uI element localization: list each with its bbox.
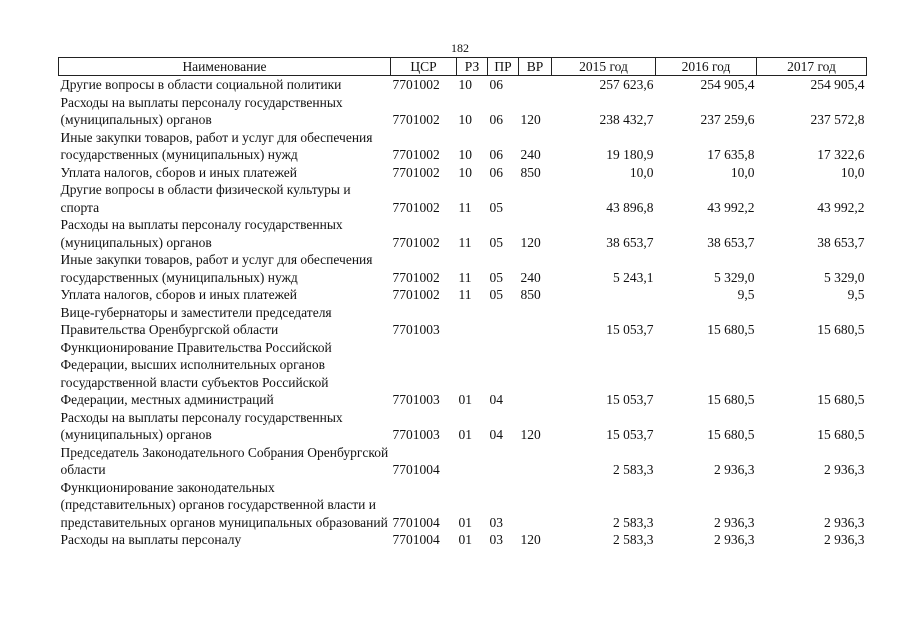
- row-vr: 850: [520, 287, 541, 302]
- row-value-2017: 10,0: [840, 164, 865, 180]
- row-csr: 7701002: [392, 164, 440, 180]
- row-csr: 7701003: [392, 392, 440, 407]
- row-value-2017: 5 329,0: [824, 269, 865, 285]
- row-value-2016: 15 680,5: [707, 322, 755, 337]
- row-value-2017: 15 680,5: [817, 427, 865, 442]
- row-rz: 01: [458, 392, 472, 407]
- row-csr: 7701002: [392, 287, 440, 302]
- row-vr: 120: [520, 532, 541, 547]
- table-row: [59, 251, 867, 286]
- row-pr: 06: [489, 147, 503, 162]
- row-value-2015: 2 583,3: [613, 514, 654, 530]
- row-name: Функционирование законодательных (представительных) органов государственной власти и представительных органов муниципальных образований: [60, 479, 388, 530]
- row-rz: 11: [458, 269, 472, 285]
- table-row: [59, 129, 867, 164]
- row-pr: 04: [489, 427, 503, 442]
- table-row: [59, 479, 867, 532]
- row-value-2015: 257 623,6: [599, 77, 654, 92]
- table-row: [59, 94, 867, 129]
- row-value-2016: 254 905,4: [700, 77, 755, 92]
- table-row: [59, 286, 867, 304]
- row-rz: 11: [458, 199, 472, 215]
- table-row: [59, 444, 867, 479]
- table-body: [59, 76, 867, 549]
- header-vr: ВР: [519, 58, 552, 76]
- row-csr: 7701002: [392, 199, 440, 215]
- row-value-2015: [552, 286, 656, 304]
- row-vr: 850: [520, 164, 541, 180]
- header-rz: РЗ: [457, 58, 488, 76]
- row-name: Уплата налогов, сборов и иных платежей: [60, 287, 297, 302]
- row-pr: 05: [489, 269, 503, 285]
- row-value-2015: 2 583,3: [613, 532, 654, 547]
- header-name: Наименование: [59, 58, 391, 76]
- row-rz: 01: [458, 514, 472, 530]
- row-pr: 05: [489, 234, 503, 250]
- row-value-2015: 15 053,7: [606, 392, 654, 407]
- row-value-2017: 43 992,2: [817, 199, 865, 215]
- row-name: Иные закупки товаров, работ и услуг для обеспечения государственных (муниципальных) нужд: [60, 129, 373, 162]
- row-value-2015: 19 180,9: [606, 147, 654, 162]
- row-value-2016: 9,5: [737, 287, 755, 302]
- row-vr: [519, 479, 552, 532]
- row-rz: 11: [458, 287, 472, 302]
- row-rz: [457, 444, 488, 479]
- row-value-2015: 2 583,3: [613, 462, 654, 477]
- row-value-2017: 2 936,3: [824, 532, 865, 547]
- row-vr: [519, 76, 552, 94]
- table-row: [59, 409, 867, 444]
- table-row: [59, 304, 867, 339]
- row-value-2015: 15 053,7: [606, 427, 654, 442]
- row-vr: [519, 444, 552, 479]
- table-row: [59, 531, 867, 549]
- row-value-2017: 38 653,7: [817, 234, 865, 250]
- row-value-2016: 38 653,7: [707, 234, 755, 250]
- row-name: Расходы на выплаты персоналу: [60, 532, 242, 547]
- row-rz: 01: [458, 532, 472, 547]
- row-csr: 7701003: [392, 322, 440, 337]
- row-pr: 03: [489, 532, 503, 547]
- row-name: Функционирование Правительства Российской Федерации, высших исполнительных органов государственной власти субъектов Российской Федерации, местных администраций: [60, 339, 332, 407]
- row-vr: 240: [520, 147, 541, 162]
- row-pr: 06: [489, 112, 503, 127]
- row-value-2016: 2 936,3: [714, 532, 755, 547]
- row-vr: 120: [520, 112, 541, 127]
- row-value-2015: 15 053,7: [606, 322, 654, 337]
- row-pr: 03: [489, 514, 503, 530]
- row-name: Расходы на выплаты персоналу государственных (муниципальных) органов: [60, 409, 343, 442]
- row-value-2015: 5 243,1: [613, 269, 654, 285]
- header-csr: ЦСР: [391, 58, 457, 76]
- row-pr: 05: [489, 199, 503, 215]
- row-value-2016: 237 259,6: [700, 112, 755, 127]
- header-2015: 2015 год: [552, 58, 656, 76]
- table-row: [59, 339, 867, 409]
- row-pr: [488, 304, 519, 339]
- table-row: [59, 216, 867, 251]
- row-csr: 7701004: [392, 532, 440, 547]
- row-value-2017: 237 572,8: [810, 112, 865, 127]
- row-name: Уплата налогов, сборов и иных платежей: [60, 164, 297, 180]
- page-number: 182: [451, 41, 469, 55]
- row-vr: 120: [520, 234, 541, 250]
- row-name: Иные закупки товаров, работ и услуг для обеспечения государственных (муниципальных) нужд: [60, 252, 373, 285]
- row-csr: 7701002: [392, 77, 440, 92]
- row-rz: 10: [458, 147, 472, 162]
- table-row: [59, 164, 867, 182]
- row-rz: 10: [458, 164, 472, 180]
- row-value-2016: 15 680,5: [707, 392, 755, 407]
- row-pr: 06: [489, 164, 503, 180]
- row-vr: 240: [520, 269, 541, 285]
- row-rz: 10: [458, 112, 472, 127]
- row-csr: 7701002: [392, 112, 440, 127]
- row-value-2015: 10,0: [629, 164, 654, 180]
- row-pr: [488, 444, 519, 479]
- row-value-2017: 17 322,6: [817, 147, 865, 162]
- row-name: Вице-губернаторы и заместители председателя Правительства Оренбургской области: [60, 304, 332, 337]
- row-csr: 7701004: [392, 514, 440, 530]
- row-value-2016: 2 936,3: [714, 462, 755, 477]
- row-value-2016: 5 329,0: [714, 269, 755, 285]
- row-value-2017: 2 936,3: [824, 462, 865, 477]
- row-name: Расходы на выплаты персоналу государственных (муниципальных) органов: [60, 94, 343, 127]
- row-value-2016: 10,0: [730, 164, 755, 180]
- row-value-2016: 2 936,3: [714, 514, 755, 530]
- table-row: [59, 181, 867, 216]
- row-rz: 10: [458, 77, 472, 92]
- row-value-2016: 43 992,2: [707, 199, 755, 215]
- header-2017: 2017 год: [757, 58, 867, 76]
- row-value-2017: 15 680,5: [817, 392, 865, 407]
- row-rz: [457, 304, 488, 339]
- row-value-2015: 43 896,8: [606, 199, 654, 215]
- row-value-2015: 238 432,7: [599, 112, 654, 127]
- row-csr: 7701002: [392, 234, 440, 250]
- row-value-2017: 2 936,3: [824, 514, 865, 530]
- row-rz: 01: [458, 427, 472, 442]
- row-pr: 06: [489, 77, 503, 92]
- row-vr: [519, 339, 552, 409]
- row-csr: 7701004: [392, 462, 440, 477]
- row-csr: 7701002: [392, 147, 440, 162]
- row-value-2016: 17 635,8: [707, 147, 755, 162]
- header-2016: 2016 год: [656, 58, 757, 76]
- row-value-2015: 38 653,7: [606, 234, 654, 250]
- row-value-2016: 15 680,5: [707, 427, 755, 442]
- row-value-2017: 9,5: [847, 287, 865, 302]
- row-pr: 04: [489, 392, 503, 407]
- row-name: Другие вопросы в области социальной политики: [60, 77, 342, 92]
- row-pr: 05: [489, 287, 503, 302]
- row-name: Расходы на выплаты персоналу государственных (муниципальных) органов: [60, 217, 343, 250]
- budget-table: [58, 57, 867, 549]
- row-vr: [519, 181, 552, 216]
- row-rz: 11: [458, 234, 472, 250]
- row-csr: 7701003: [392, 427, 440, 442]
- row-name: Председатель Законодательного Собрания Оренбургской области: [60, 444, 389, 477]
- table-row: [59, 76, 867, 94]
- row-value-2017: 15 680,5: [817, 322, 865, 337]
- row-vr: [519, 304, 552, 339]
- row-name: Другие вопросы в области физической культуры и спорта: [60, 182, 351, 215]
- table-header-row: [59, 58, 867, 76]
- row-value-2017: 254 905,4: [810, 77, 865, 92]
- row-csr: 7701002: [392, 269, 440, 285]
- row-vr: 120: [520, 427, 541, 442]
- header-pr: ПР: [488, 58, 519, 76]
